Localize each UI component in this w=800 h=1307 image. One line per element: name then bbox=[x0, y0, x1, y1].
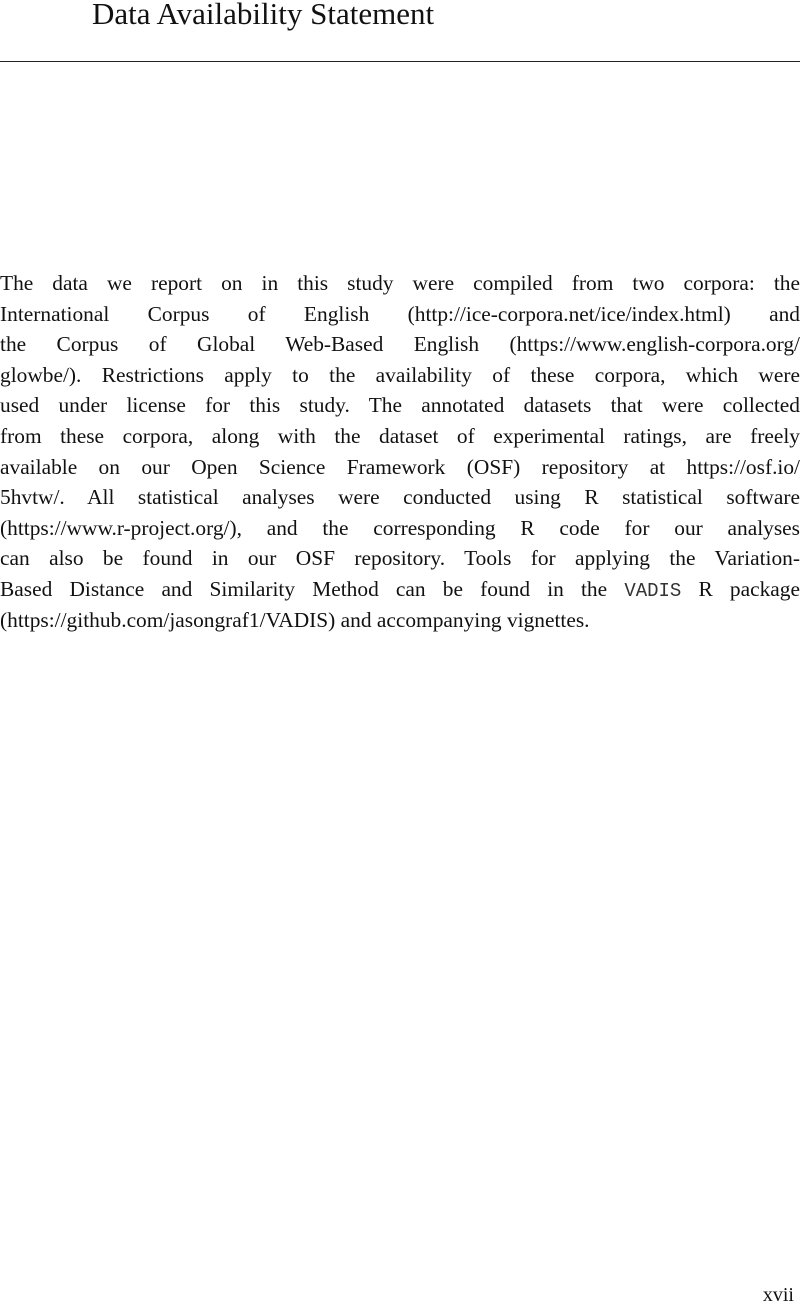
paragraph-line: available on our Open Science Framework (OSF) repository at https://osf.io/ bbox=[0, 454, 800, 479]
paragraph-line: glowbe/). Restrictions apply to the availability of these corpora, which were bbox=[0, 362, 800, 387]
paragraph-line: from these corpora, along with the dataset of experimental ratings, are freely bbox=[0, 423, 800, 448]
statement-paragraph bbox=[0, 268, 800, 635]
paragraph-text: Based Distance and Similarity Method can be found in the bbox=[0, 576, 608, 601]
header-rule bbox=[0, 61, 800, 62]
paragraph-line: (https://www.r-project.org/), and the corresponding R code for our analyses bbox=[0, 515, 800, 540]
page-title: Data Availability Statement bbox=[92, 0, 435, 31]
paragraph-text: R package bbox=[698, 576, 800, 601]
package-name: VADIS bbox=[624, 579, 682, 602]
paragraph-line-last: (https://github.com/jasongraf1/VADIS) and accompanying vignettes. bbox=[0, 607, 590, 632]
paragraph-line: can also be found in our OSF repository. Tools for applying the Variation- bbox=[0, 546, 800, 571]
paragraph-line-package bbox=[0, 574, 800, 605]
paragraph-line: The data we report on in this study were compiled from two corpora: the bbox=[0, 271, 800, 295]
paragraph-line: 5hvtw/. All statistical analyses were conducted using R statistical software bbox=[0, 485, 800, 510]
paragraph-line: the Corpus of Global Web-Based English (https://www.english-corpora.org/ bbox=[0, 332, 800, 357]
paragraph-line: International Corpus of English (http://ice-corpora.net/ice/index.html) and bbox=[0, 301, 800, 326]
page-number: xvii bbox=[762, 1284, 794, 1306]
paragraph-line: used under license for this study. The annotated datasets that were collected bbox=[0, 393, 800, 418]
